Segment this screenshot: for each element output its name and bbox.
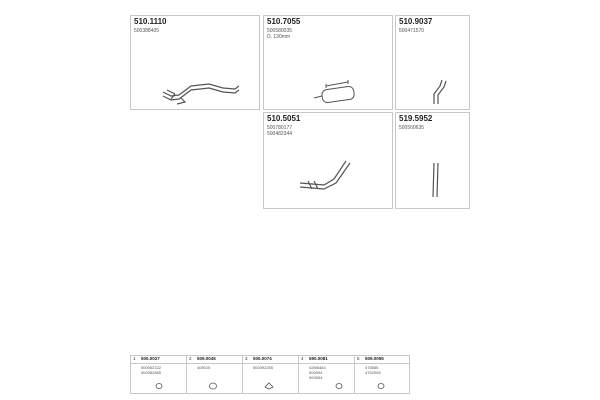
accessory-cell-2[interactable]: [187, 356, 243, 393]
part-ref: D. 130mm: [267, 34, 291, 40]
intermediate-pipe-icon: [264, 113, 394, 210]
accessory-number: 590.0081: [309, 356, 328, 361]
part-ref: 500580035: [267, 28, 293, 34]
accessory-number: 500.0027: [141, 356, 160, 361]
accessory-index: 5: [357, 356, 360, 361]
part-ref: 500471570: [399, 28, 425, 34]
exhaust-front-pipe-icon: [131, 16, 261, 111]
accessory-cell-5[interactable]: [355, 356, 409, 393]
accessory-ref: 500062322: [141, 365, 162, 370]
accessory-number: 509.0055: [365, 356, 384, 361]
part-ref: 500560635: [399, 125, 425, 131]
clamp-icon: [355, 356, 409, 393]
muffler-icon: [264, 16, 394, 111]
accessory-index: 2: [189, 356, 192, 361]
accessory-ref: 500082865: [141, 370, 162, 375]
clamp-icon: [131, 356, 187, 393]
part-number: 510.1110: [134, 17, 167, 26]
accessory-cell-3[interactable]: [243, 356, 299, 393]
accessory-ref: 475585: [365, 365, 379, 370]
accessory-ref: 02M6484: [309, 365, 326, 370]
part-number: 510.9037: [399, 17, 433, 26]
accessory-number: 509.0045: [197, 356, 216, 361]
tail-pipe-bend-icon: [396, 16, 471, 111]
accessory-index: 1: [133, 356, 136, 361]
accessories-strip: [130, 355, 410, 394]
accessory-ref: 405015: [197, 365, 211, 370]
part-number: 510.5051: [267, 114, 301, 123]
accessory-ref: 500392265: [253, 365, 274, 370]
accessory-cell-1[interactable]: [131, 356, 187, 393]
part-card-510-9037[interactable]: [395, 15, 470, 110]
accessory-number: 500.0074: [253, 356, 272, 361]
part-card-510-5051[interactable]: [263, 112, 393, 209]
part-number: 519.5952: [399, 114, 433, 123]
part-ref: 500482344: [267, 131, 293, 137]
clamp-icon: [187, 356, 243, 393]
accessory-ref: 500654: [309, 375, 323, 380]
part-number: 510.7055: [267, 17, 301, 26]
part-card-510-1110[interactable]: [130, 15, 260, 110]
part-card-519-5952[interactable]: [395, 112, 470, 209]
part-card-510-7055[interactable]: [263, 15, 393, 110]
tail-pipe-icon: [396, 113, 471, 210]
part-ref: 500780177: [267, 125, 293, 131]
accessory-index: 4: [301, 356, 304, 361]
accessory-index: 3: [245, 356, 248, 361]
clamp-icon: [243, 356, 299, 393]
accessory-ref: 4752005: [365, 370, 381, 375]
clamp-icon: [299, 356, 355, 393]
part-ref: 500388405: [134, 28, 160, 34]
accessory-cell-4[interactable]: [299, 356, 355, 393]
accessory-ref: 500594: [309, 370, 323, 375]
